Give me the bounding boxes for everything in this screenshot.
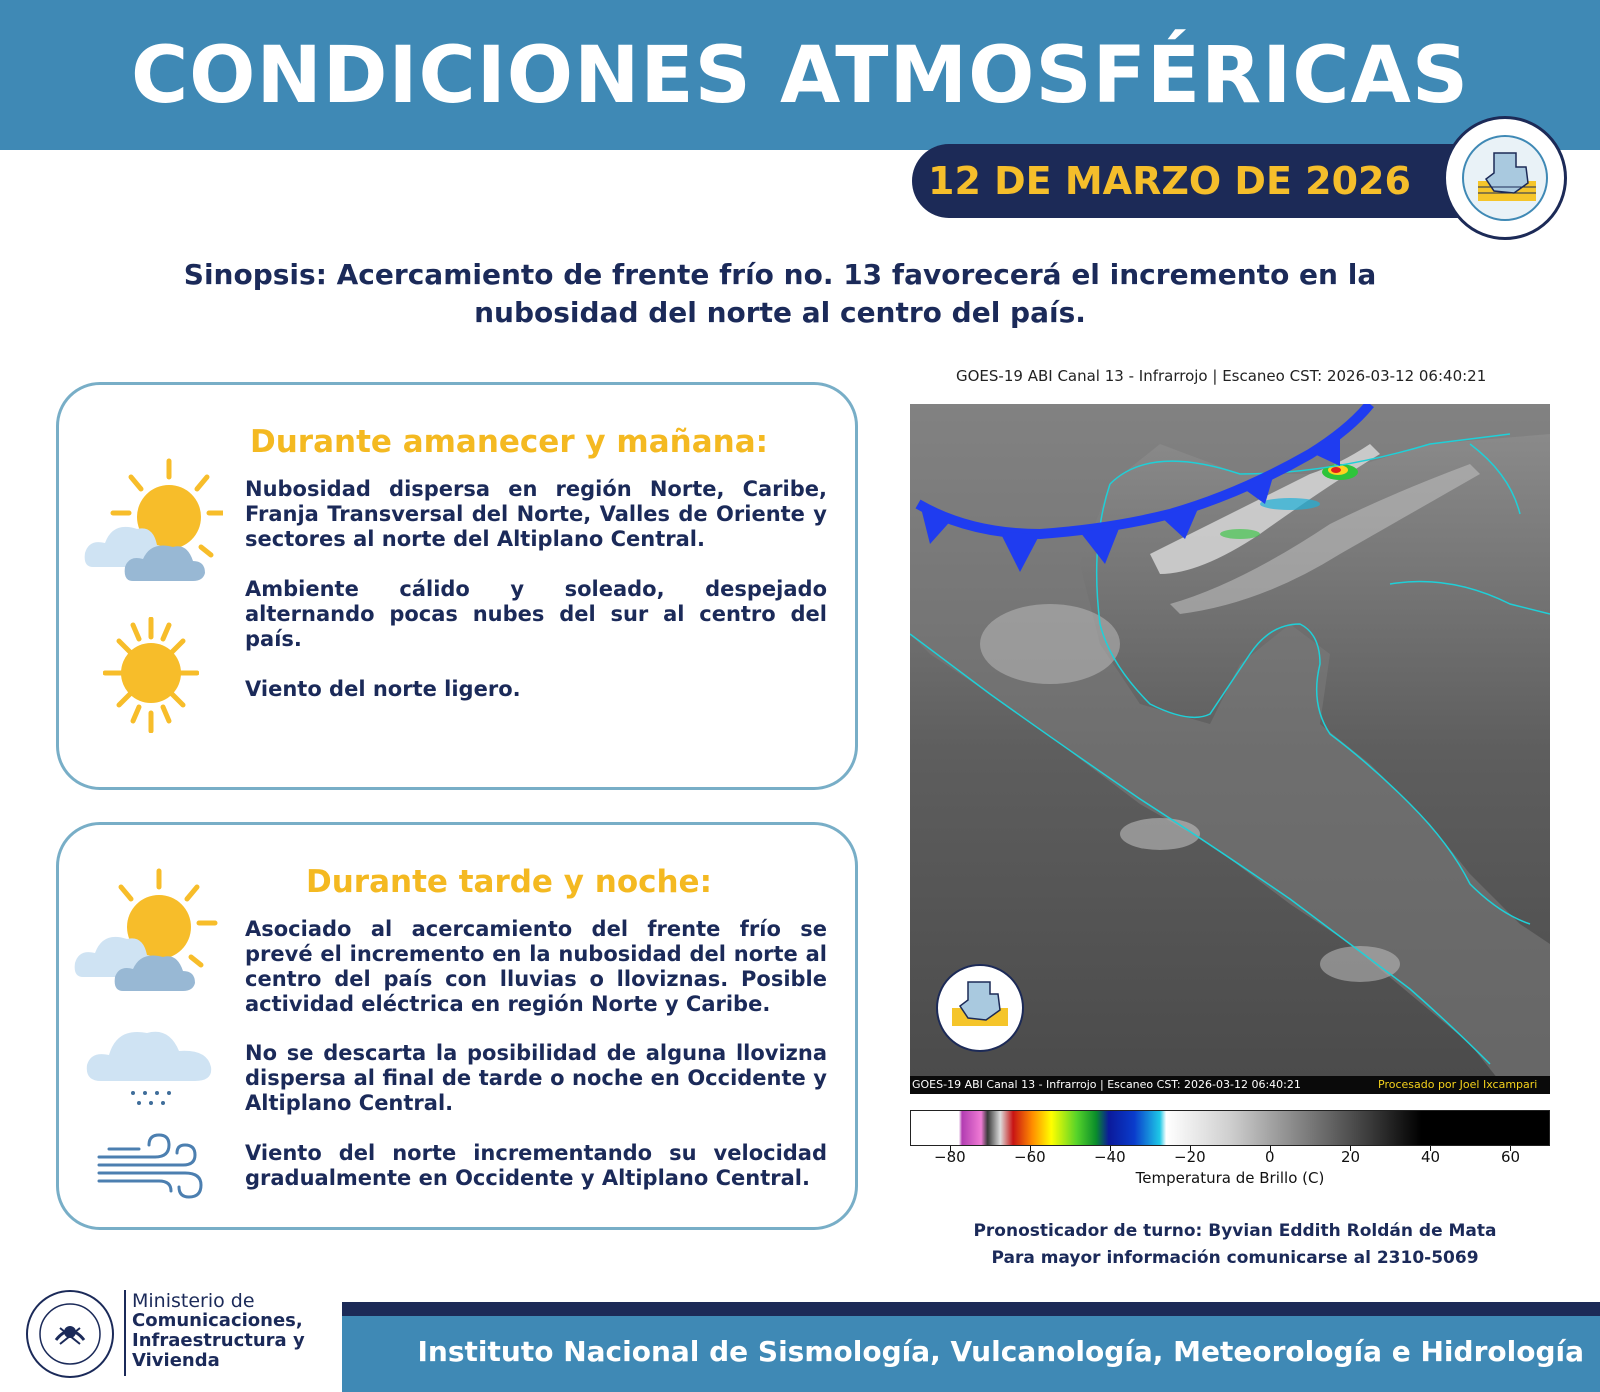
morning-card: [56, 382, 858, 790]
morning-paragraph-2: Ambiente cálido y soleado, despejado alternando pocas nubes del sur al centro del país.: [245, 577, 827, 651]
sun-icon: [103, 617, 199, 733]
footer-band-edge: [342, 1302, 1600, 1316]
colorbar-tick: 0: [1265, 1148, 1275, 1166]
forecaster-name: Pronosticador de turno: Byvian Eddith Roldán de Mata: [973, 1221, 1497, 1241]
ministry-divider: [124, 1290, 126, 1376]
evening-card: [56, 822, 858, 1230]
synopsis-line-2: nubosidad del norte al centro del país.: [474, 296, 1086, 329]
satellite-caption: GOES-19 ABI Canal 13 - Infrarrojo | Escaneo CST: 2026-03-12 06:40:21: [956, 367, 1487, 385]
drizzle-cloud-icon: [83, 1015, 213, 1111]
satellite-image: [910, 404, 1550, 1094]
government-seal: [26, 1290, 114, 1378]
colorbar-tick: 40: [1421, 1148, 1441, 1166]
morning-paragraph-1: Nubosidad dispersa en región Norte, Caribe, Franja Transversal del Norte, Valles de Oriente y sectores al norte del Altiplano Central.: [245, 477, 827, 551]
colorbar-tick: −40: [1094, 1148, 1126, 1166]
colorbar-tick: −60: [1014, 1148, 1046, 1166]
synopsis-line-1: Sinopsis: Acercamiento de frente frío no. 13 favorecerá el incremento en la: [183, 258, 1377, 291]
evening-paragraph-2: No se descarta la posibilidad de alguna llovizna dispersa al final de tarde o noche en Occidente y Altiplano Central.: [245, 1041, 827, 1115]
page-title: CONDICIONES ATMOSFÉRICAS: [130, 31, 1470, 121]
temperature-colorbar: [910, 1110, 1550, 1146]
wind-icon: [95, 1133, 207, 1201]
satellite-info-text: GOES-19 ABI Canal 13 - Infrarrojo | Escaneo CST: 2026-03-12 06:40:21: [912, 1078, 1301, 1091]
date-label: 12 DE MARZO DE 2026: [928, 159, 1411, 203]
colorbar-tick: 60: [1501, 1148, 1521, 1166]
ministry-name-line-3: Infraestructura y: [132, 1330, 305, 1351]
synopsis: [140, 256, 1420, 332]
ministry-name-line-2: Comunicaciones,: [132, 1310, 303, 1331]
evening-title: Durante tarde y noche:: [306, 864, 712, 900]
map-emblem-icon: [938, 966, 1022, 1050]
map-emblem-icon: [1464, 137, 1550, 223]
institute-name: Instituto Nacional de Sismología, Vulcanología, Meteorología e Hidrología: [417, 1335, 1584, 1368]
insivumeh-logo: [1443, 116, 1567, 240]
colorbar-label: Temperatura de Brillo (C): [1135, 1169, 1325, 1187]
colorbar-tick: 20: [1341, 1148, 1361, 1166]
satellite-watermark-logo: [936, 964, 1024, 1052]
contact-info: Para mayor información comunicarse al 2310-5069: [991, 1248, 1479, 1268]
satellite-credit: Procesado por Joel Ixcampari: [1378, 1078, 1538, 1091]
ministry-name-line-4: Vivienda: [132, 1350, 220, 1371]
partly-cloudy-icon: [83, 455, 223, 585]
morning-paragraph-3: Viento del norte ligero.: [245, 677, 521, 701]
coat-of-arms-icon: [28, 1292, 112, 1376]
colorbar-tick: −20: [1174, 1148, 1206, 1166]
evening-paragraph-3: Viento del norte incrementando su velocidad gradualmente en Occidente y Altiplano Central.: [245, 1141, 827, 1190]
insivumeh-logo-inner: [1462, 135, 1548, 221]
ministry-name-line-1: Ministerio de: [132, 1290, 255, 1312]
morning-title: Durante amanecer y mañana:: [249, 424, 769, 460]
forecaster-info: [910, 1218, 1560, 1272]
colorbar-tick: −80: [934, 1148, 966, 1166]
partly-cloudy-icon: [73, 865, 223, 993]
evening-paragraph-1: Asociado al acercamiento del frente frío se prevé el incremento en la nubosidad del norte al centro del país con lluvias o lloviznas. Posible actividad eléctrica en región Norte y Caribe.: [245, 917, 827, 1016]
